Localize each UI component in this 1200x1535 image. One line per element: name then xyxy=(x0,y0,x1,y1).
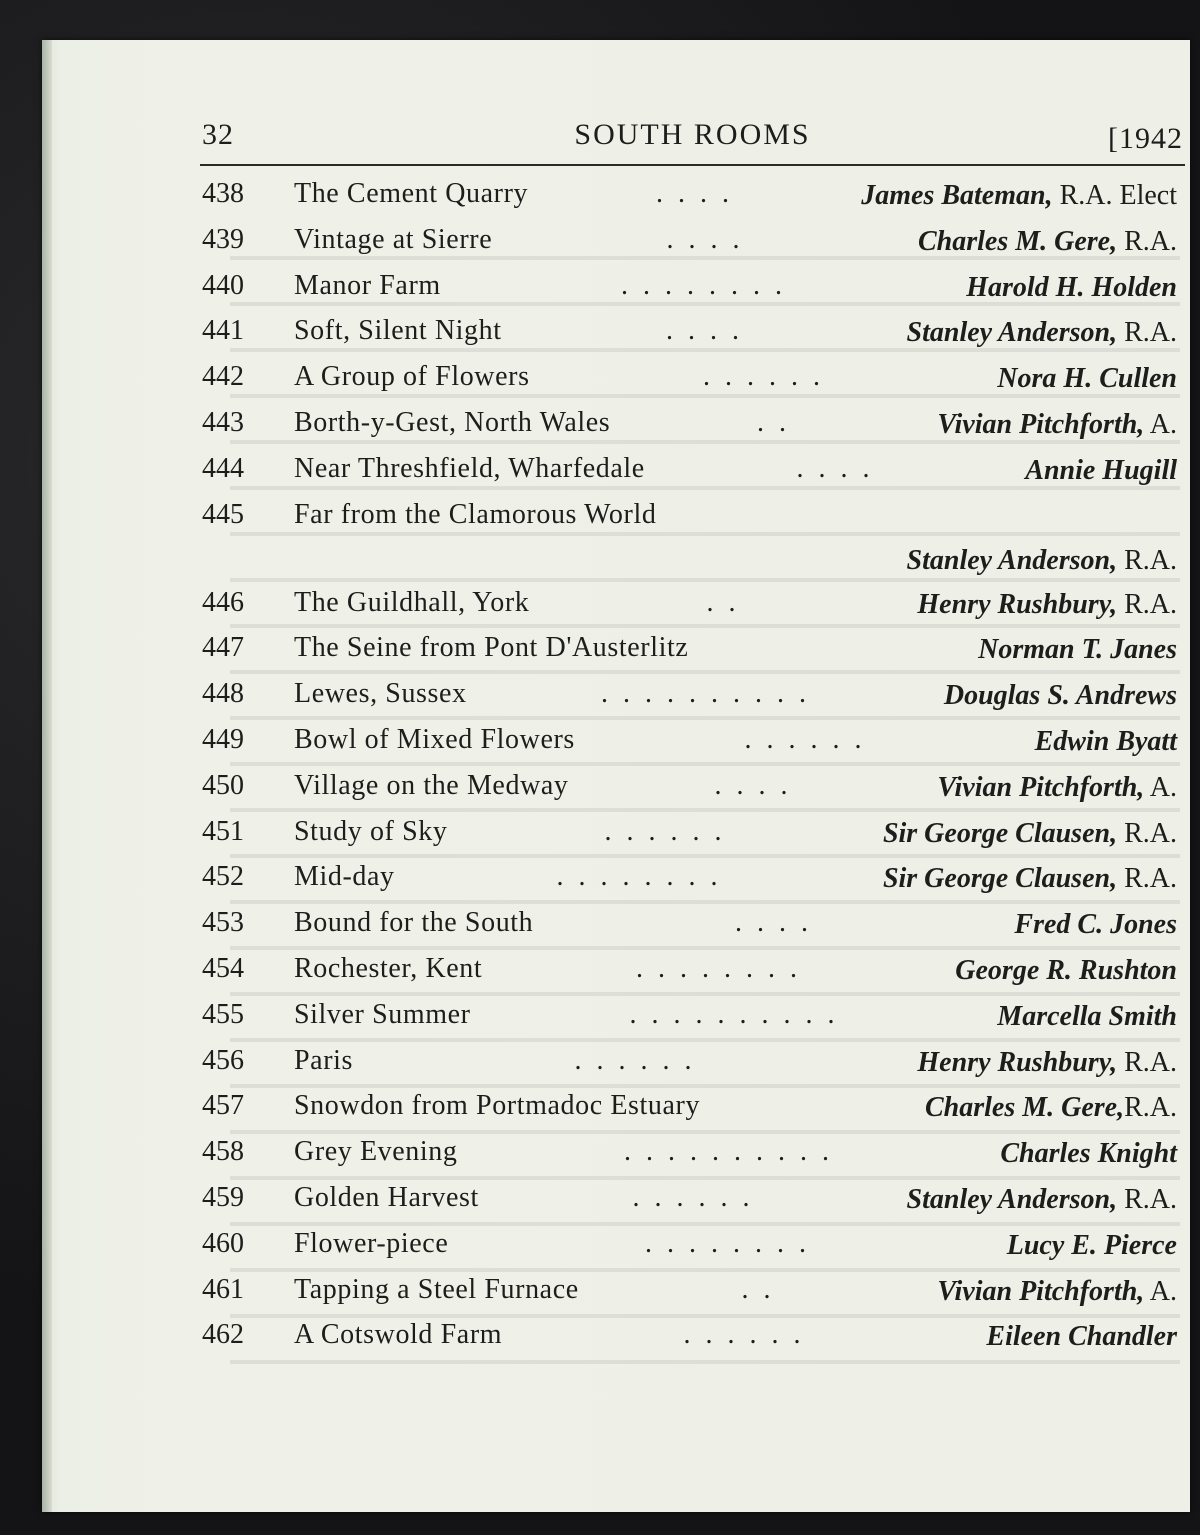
entry-artist xyxy=(907,545,1177,577)
artist-name: Douglas S. Andrews xyxy=(943,680,1177,712)
entry-number: 445 xyxy=(202,498,244,530)
leader-dots: . . . . . . . . xyxy=(621,269,786,301)
entry-artist xyxy=(1014,909,1177,941)
catalogue-entry xyxy=(200,1270,1185,1316)
entry-number: 447 xyxy=(202,632,244,664)
leader-dots: . . . . . . . . xyxy=(556,861,722,893)
catalogue-entry xyxy=(200,495,1185,583)
leader-dots: . . xyxy=(706,586,740,618)
catalogue-content xyxy=(200,110,1185,1361)
header-rule xyxy=(200,164,1185,166)
leader-dots: . . . . . . . . . . xyxy=(629,998,839,1030)
entry-number: 461 xyxy=(202,1273,244,1305)
entry-title: Lewes, Sussex xyxy=(294,678,467,710)
catalogue-entry xyxy=(200,628,1185,674)
artist-honours: R.A. xyxy=(1117,317,1177,349)
artist-name: Marcella Smith xyxy=(997,1000,1177,1032)
catalogue-entry xyxy=(200,857,1185,903)
entry-title: The Seine from Pont D'Austerlitz xyxy=(294,632,689,664)
artist-honours: R.A. xyxy=(1117,817,1177,849)
entry-artist xyxy=(955,955,1177,987)
entry-number: 462 xyxy=(202,1319,244,1351)
artist-name: Stanley Anderson, xyxy=(906,317,1118,349)
catalogue-entry xyxy=(200,1086,1185,1132)
entry-artist xyxy=(997,363,1177,395)
entry-number: 451 xyxy=(202,815,244,847)
artist-honours: R.A. xyxy=(1124,1092,1177,1124)
entry-title: Borth-y-Gest, North Wales xyxy=(294,406,611,438)
entry-number: 439 xyxy=(202,223,244,255)
entry-artist xyxy=(978,634,1177,666)
entry-artist xyxy=(925,1092,1177,1124)
artist-name: James Bateman, xyxy=(861,180,1053,211)
entry-number: 448 xyxy=(202,678,244,710)
entry-title: Mid-day xyxy=(294,861,395,893)
entry-artist xyxy=(937,1276,1177,1308)
artist-name: Vivian Pitchforth, xyxy=(937,1275,1145,1307)
entry-artist xyxy=(1007,1230,1177,1262)
leader-dots: . . . . . . . . xyxy=(636,952,801,984)
leader-dots: . . . . . . xyxy=(604,815,726,847)
entry-number: 454 xyxy=(202,952,244,984)
artist-honours: R.A. xyxy=(1117,588,1177,620)
leader-dots: . . . . . . . . xyxy=(645,1227,810,1259)
artist-name: Vivian Pitchforth, xyxy=(937,771,1145,803)
leader-dots: . . . . . . xyxy=(574,1044,696,1076)
entry-title: A Group of Flowers xyxy=(294,361,530,393)
entry-title: Vintage at Sierre xyxy=(294,223,493,255)
artist-name: Lucy E. Pierce xyxy=(1006,1229,1177,1261)
leader-dots: . . . . . . xyxy=(703,361,824,393)
entry-artist xyxy=(883,818,1177,850)
section-title: SOUTH ROOMS xyxy=(574,118,811,151)
entry-number: 455 xyxy=(202,998,244,1030)
artist-name: Charles M. Gere, xyxy=(924,1092,1125,1124)
entry-artist xyxy=(1000,1138,1177,1170)
entry-title: Soft, Silent Night xyxy=(294,315,502,347)
leader-dots: . . . . xyxy=(714,769,792,801)
entry-number: 457 xyxy=(202,1090,244,1122)
entry-number: 441 xyxy=(202,315,244,347)
entry-number: 444 xyxy=(202,452,244,484)
leader-dots: . . . . xyxy=(666,315,743,347)
entry-title: Tapping a Steel Furnace xyxy=(294,1273,579,1305)
catalogue-entry xyxy=(200,1041,1185,1087)
catalogue-entry xyxy=(200,357,1185,403)
entry-artist xyxy=(917,1047,1177,1079)
entry-artist xyxy=(907,317,1177,349)
entry-title: Golden Harvest xyxy=(294,1181,479,1213)
artist-name: Henry Rushbury, xyxy=(917,588,1118,620)
leader-dots: . . . . . . xyxy=(683,1319,805,1351)
entry-artist xyxy=(937,409,1177,441)
entry-artist xyxy=(986,1321,1177,1353)
catalogue-entry xyxy=(200,1315,1185,1361)
entry-title: Manor Farm xyxy=(294,269,441,301)
leader-dots: . . . . xyxy=(735,907,812,939)
catalogue-entry xyxy=(200,1132,1185,1178)
entry-artist xyxy=(966,272,1177,304)
catalogue-entry xyxy=(200,720,1185,766)
artist-name: Vivian Pitchforth, xyxy=(937,408,1145,440)
catalogue-entry xyxy=(200,1178,1185,1224)
leader-dots: . . . . . . . . . . xyxy=(601,678,810,710)
artist-name: Sir George Clausen, xyxy=(882,863,1118,895)
entry-artist xyxy=(917,589,1177,621)
leader-dots: . . . . xyxy=(796,452,874,484)
leader-dots: . . . . . . xyxy=(632,1181,754,1213)
artist-name: Norman T. Janes xyxy=(978,634,1177,666)
artist-name: Annie Hugill xyxy=(1025,454,1177,486)
entry-artist xyxy=(883,863,1177,895)
entry-number: 456 xyxy=(202,1044,244,1076)
page-header xyxy=(200,110,1185,158)
leader-dots: . . . . . . xyxy=(744,723,866,755)
catalogue-entry xyxy=(200,266,1185,312)
entry-number: 438 xyxy=(202,178,244,209)
artist-name: Eileen Chandler xyxy=(986,1321,1177,1353)
catalogue-entry xyxy=(200,403,1185,449)
entry-title: Snowdon from Portmadoc Estuary xyxy=(294,1090,701,1122)
artist-name: Charles M. Gere, xyxy=(917,225,1118,257)
entry-title: The Cement Quarry xyxy=(294,178,529,209)
artist-honours: R.A. xyxy=(1117,225,1177,257)
artist-name: Stanley Anderson, xyxy=(906,1183,1118,1215)
artist-honours: R.A. xyxy=(1117,863,1177,895)
artist-name: Edwin Byatt xyxy=(1034,725,1177,757)
entry-number: 440 xyxy=(202,269,244,301)
entry-artist xyxy=(997,1001,1177,1033)
entry-number: 452 xyxy=(202,861,244,893)
entry-artist xyxy=(1025,455,1177,487)
artist-honours: A. xyxy=(1144,771,1177,803)
catalogue-entry xyxy=(200,174,1185,220)
catalogue-entry xyxy=(200,903,1185,949)
catalogue-entry xyxy=(200,583,1185,629)
entry-number: 442 xyxy=(202,361,244,393)
entry-artist xyxy=(1035,726,1177,758)
artist-name: George R. Rushton xyxy=(955,954,1177,986)
entry-title: The Guildhall, York xyxy=(294,586,530,618)
entry-number: 458 xyxy=(202,1136,244,1168)
catalogue-entry xyxy=(200,766,1185,812)
entry-number: 450 xyxy=(202,769,244,801)
entry-number: 459 xyxy=(202,1181,244,1213)
entry-number: 443 xyxy=(202,406,244,438)
catalogue-entry xyxy=(200,311,1185,357)
entry-title: Bowl of Mixed Flowers xyxy=(294,723,575,755)
artist-name: Harold H. Holden xyxy=(966,271,1177,303)
leader-dots: . . . . xyxy=(666,223,744,255)
artist-name: Fred C. Jones xyxy=(1014,909,1177,941)
leader-dots: . . . . xyxy=(656,178,733,209)
entry-title: Near Threshfield, Wharfedale xyxy=(294,452,645,484)
page-edge xyxy=(42,40,52,1512)
artist-name: Stanley Anderson, xyxy=(906,544,1118,576)
catalogue-entry xyxy=(200,449,1185,495)
catalogue-entry xyxy=(200,220,1185,266)
year-label: [1942 xyxy=(1108,122,1183,155)
artist-honours: R.A. xyxy=(1117,1046,1177,1078)
entry-title: Grey Evening xyxy=(294,1136,458,1168)
artist-honours: R.A. Elect xyxy=(1052,180,1177,211)
catalogue-entry xyxy=(200,1224,1185,1270)
artist-name: Nora H. Cullen xyxy=(997,363,1177,395)
entry-title: Study of Sky xyxy=(294,815,448,847)
entry-title: Paris xyxy=(294,1044,353,1076)
entry-artist xyxy=(861,180,1177,212)
artist-honours: R.A. xyxy=(1117,544,1177,576)
artist-honours: A. xyxy=(1144,408,1177,440)
entry-artist xyxy=(907,1184,1177,1216)
artist-name: Henry Rushbury, xyxy=(917,1046,1118,1078)
entry-number: 453 xyxy=(202,907,244,939)
page-number: 32 xyxy=(202,118,234,151)
entry-title: Flower-piece xyxy=(294,1227,449,1259)
catalogue-entry xyxy=(200,995,1185,1041)
catalogue-entry xyxy=(200,949,1185,995)
entry-title: A Cotswold Farm xyxy=(294,1319,503,1351)
entry-artist xyxy=(918,226,1177,258)
entry-title: Village on the Medway xyxy=(294,769,569,801)
entry-artist xyxy=(937,772,1177,804)
artist-honours: A. xyxy=(1144,1275,1177,1307)
catalogue-entry xyxy=(200,812,1185,858)
artist-name: Sir George Clausen, xyxy=(882,817,1118,849)
entry-title: Bound for the South xyxy=(294,907,534,939)
entry-number: 449 xyxy=(202,723,244,755)
entry-number: 446 xyxy=(202,586,244,618)
leader-dots: . . xyxy=(757,406,790,438)
entry-title: Silver Summer xyxy=(294,998,471,1030)
artist-name: Charles Knight xyxy=(1000,1138,1177,1170)
artist-honours: R.A. xyxy=(1117,1183,1177,1215)
entry-title: Far from the Clamorous World xyxy=(294,498,657,530)
entry-number: 460 xyxy=(202,1227,244,1259)
entry-title: Rochester, Kent xyxy=(294,952,483,984)
leader-dots: . . . . . . . . . . xyxy=(624,1136,833,1168)
catalogue-entry xyxy=(200,674,1185,720)
leader-dots: . . xyxy=(741,1273,775,1305)
entry-list xyxy=(200,174,1185,1361)
entry-artist xyxy=(944,680,1177,712)
